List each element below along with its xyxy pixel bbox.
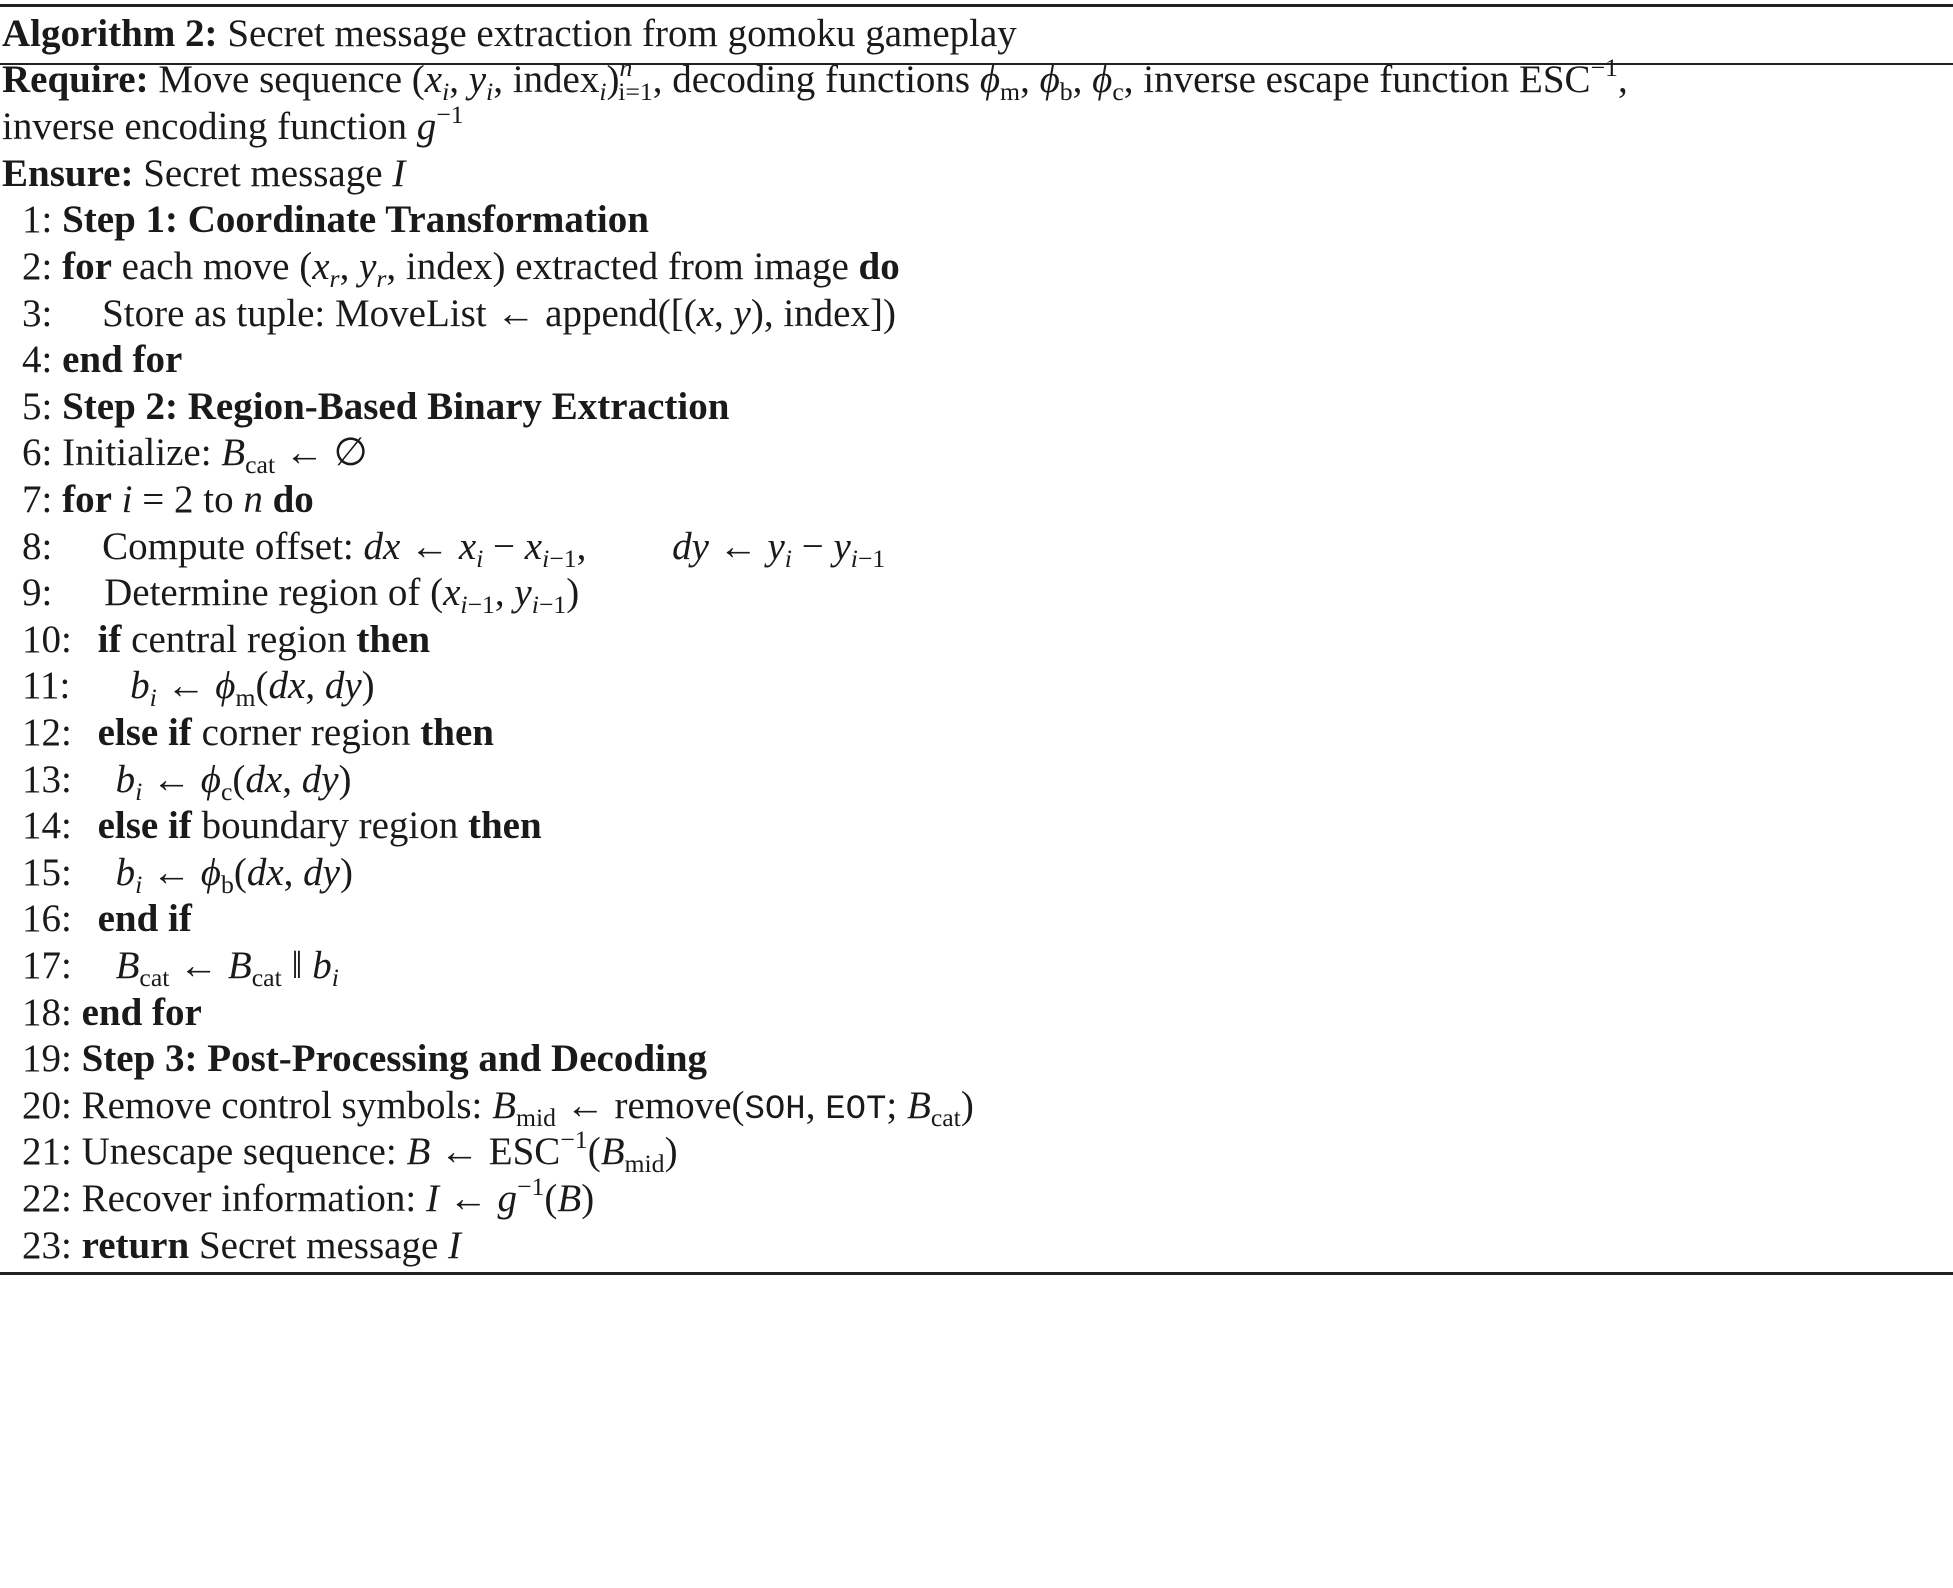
step-line-23: 23: return Secret message I: [22, 1224, 462, 1267]
step-line-3: 3: Store as tuple: MoveList ← append([(x, y), index]): [22, 292, 896, 335]
step-line-2: 2: for each move ($x_r$, $y_r$, index) extracted from image do: [22, 245, 900, 294]
step-line-6: 6: Initialize: $B_{cat}$ ← ∅: [22, 431, 368, 480]
require-label: Require:: [2, 58, 149, 101]
ensure-label: Ensure:: [2, 152, 134, 195]
require-text-d: inverse encoding function: [2, 105, 408, 148]
require-text-c: inverse escape function ESC: [1143, 58, 1591, 101]
step-line-13: 13: $b_i$ ← $\phi_c(dx$, dy): [22, 758, 352, 807]
step-line-16: 16: end if: [22, 897, 192, 940]
step-line-21: 21: Unescape sequence: B ← $ESC^{-1}(B_{mid})$: [22, 1125, 678, 1179]
require-text-b: decoding functions: [672, 58, 971, 101]
caption-label: Algorithm 2:: [2, 12, 218, 55]
step-line-7: 7: for i = 2 to n do: [22, 478, 314, 521]
step-line-4: 4: end for: [22, 338, 183, 381]
step-line-12: 12: else if corner region then: [22, 711, 494, 754]
require-text: Move sequence: [158, 58, 402, 101]
step-line-9: 9: Determine region of ($x_{i-1}$, $y_{i-1}$): [22, 571, 580, 620]
step-line-10: 10: if central region then: [22, 618, 431, 661]
step-line-15: 15: $b_i$ ← $\phi_b(dx$, dy): [22, 851, 353, 900]
require-line: Require: Move sequence ($x_i$, $y_i$, index$_i$)$^n_{i=1}$, decoding functions $\phi_m$, $\phi_b$, $\phi_c$, inverse escape function $ESC^{-1}$,: [2, 53, 1628, 107]
step-line-8: 8: Compute offset: dx ← $x_i - x_{i-1}$, dy ← $y_i - y_{i-1}$: [22, 525, 886, 574]
step-line-14: 14: else if boundary region then: [22, 804, 542, 847]
step-line-19: 19: Step 3: Post-Processing and Decoding: [22, 1037, 708, 1080]
ensure-line: Ensure: Secret message I: [2, 152, 406, 195]
step-line-11: 11: $b_i$ ← $\phi_m(dx$, dy): [22, 664, 375, 713]
step-line-18: 18: end for: [22, 991, 202, 1034]
step-line-20: 20: Remove control symbols: $B_{mid}$ ← remove(SOH, EOT; $B_{cat}$): [22, 1084, 974, 1133]
caption-title: Secret message extraction from gomoku gameplay: [227, 12, 1017, 55]
step-line-17: 17: $B_{cat}$ ← $B_{cat}$ ‖ $b_i$: [22, 944, 339, 993]
require-line-2: inverse encoding function $g^{-1}$: [2, 100, 464, 148]
step-line-5: 5: Step 2: Region-Based Binary Extraction: [22, 385, 730, 428]
step-line-1: 1: Step 1: Coordinate Transformation: [22, 198, 649, 241]
ensure-text: Secret message: [143, 152, 383, 195]
step-line-22: 22: Recover information: I ← $g^{-1}(B)$: [22, 1172, 595, 1220]
bottom-rule: [0, 1272, 1953, 1275]
top-rule: [0, 4, 1953, 7]
